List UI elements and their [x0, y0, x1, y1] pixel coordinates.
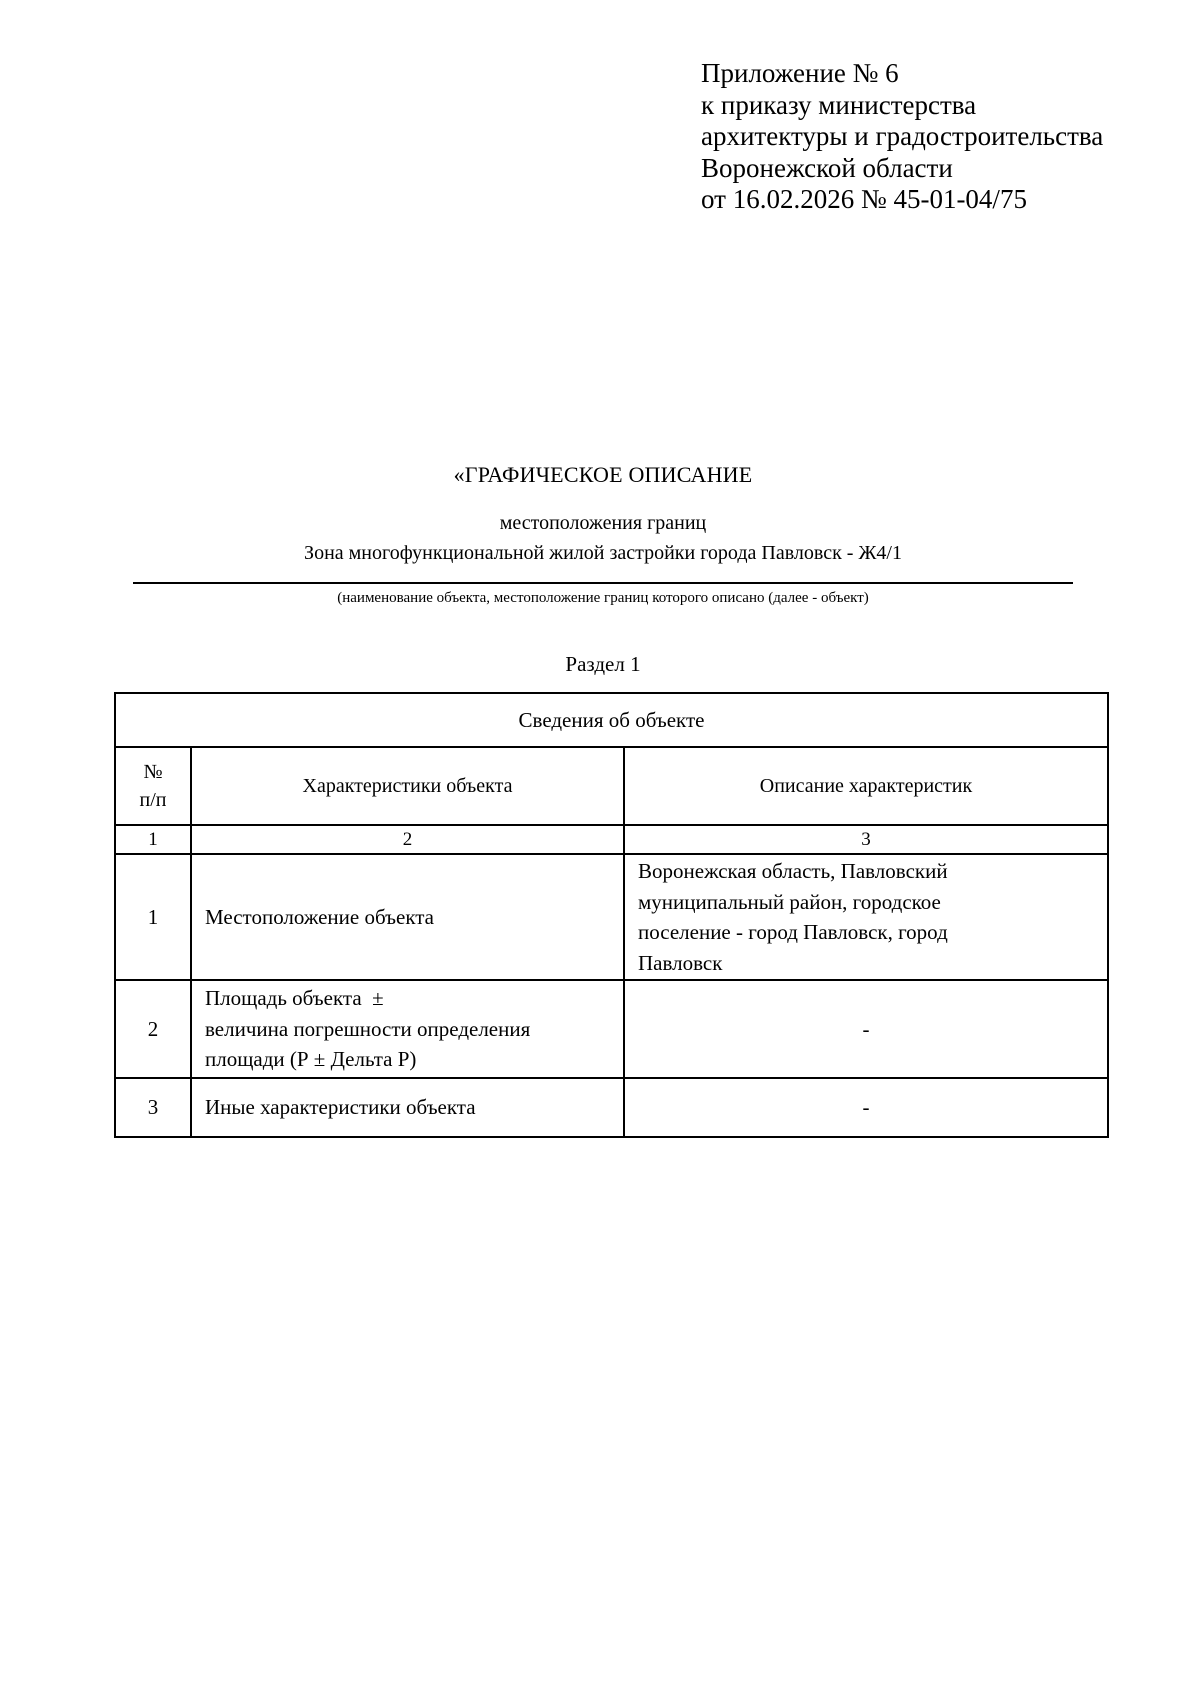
table-row: [115, 854, 1108, 980]
row-characteristic-line: величина погрешности определения: [205, 1016, 531, 1041]
column-header-number-line2: п/п: [139, 789, 167, 811]
section-label: Раздел 1: [565, 652, 641, 676]
column-header-number: [115, 747, 191, 825]
appendix-line: архитектуры и градостроительства: [701, 121, 1104, 151]
table-row: [115, 1078, 1108, 1137]
row-description-line: Павловск: [638, 950, 723, 975]
row-characteristic: [191, 980, 624, 1078]
row-characteristic-line: Площадь объекта ±: [205, 986, 384, 1011]
table-caption-row: [115, 693, 1108, 747]
column-header-number-line1: №: [143, 761, 163, 783]
row-description: -: [624, 980, 1108, 1078]
row-number: 3: [115, 1078, 191, 1137]
row-number: 2: [115, 980, 191, 1078]
row-characteristic: [191, 1078, 624, 1137]
appendix-date-line: от 16.02.2026 № 45-01-04/75: [701, 184, 1027, 214]
row-characteristic-line: Иные характеристики объекта: [205, 1095, 476, 1120]
row-characteristic: [191, 854, 624, 980]
table-header-row: [115, 747, 1108, 825]
column-header-description: Описание характеристик: [624, 747, 1108, 825]
row-characteristic-line: площади (Р ± Дельта Р): [205, 1047, 417, 1072]
row-description-line: Воронежская область, Павловский: [638, 859, 948, 883]
appendix-line: к приказу министерства: [701, 89, 977, 120]
object-name: Зона многофункциональной жилой застройки города Павловск - Ж4/1: [304, 542, 902, 564]
underline-rule: [133, 582, 1073, 584]
row-description-line: муниципальный район, городское: [638, 889, 941, 914]
row-description-line: поселение - город Павловск, город: [638, 920, 948, 944]
column-header-characteristics: Характеристики объекта: [191, 747, 624, 825]
appendix-block: [701, 58, 1103, 216]
appendix-line: Воронежской области: [701, 152, 953, 183]
column-index: 1: [115, 825, 191, 854]
row-description: [624, 854, 1108, 980]
document-subtitle: местоположения границ: [499, 512, 707, 534]
row-number: 1: [115, 854, 191, 980]
table-index-row: [115, 825, 1108, 854]
table-row: [115, 980, 1108, 1078]
column-index: 3: [624, 825, 1108, 854]
row-characteristic-line: Местоположение объекта: [205, 904, 435, 929]
column-index: 2: [191, 825, 624, 854]
object-info-table: [114, 692, 1109, 1138]
row-description: -: [624, 1078, 1108, 1137]
table-caption: Сведения об объекте: [115, 693, 1108, 747]
document-title: «ГРАФИЧЕСКОЕ ОПИСАНИЕ: [453, 462, 753, 487]
object-name-caption: (наименование объекта, местоположение границ которого описано (далее - объект): [337, 590, 869, 606]
appendix-line: Приложение № 6: [701, 58, 899, 88]
